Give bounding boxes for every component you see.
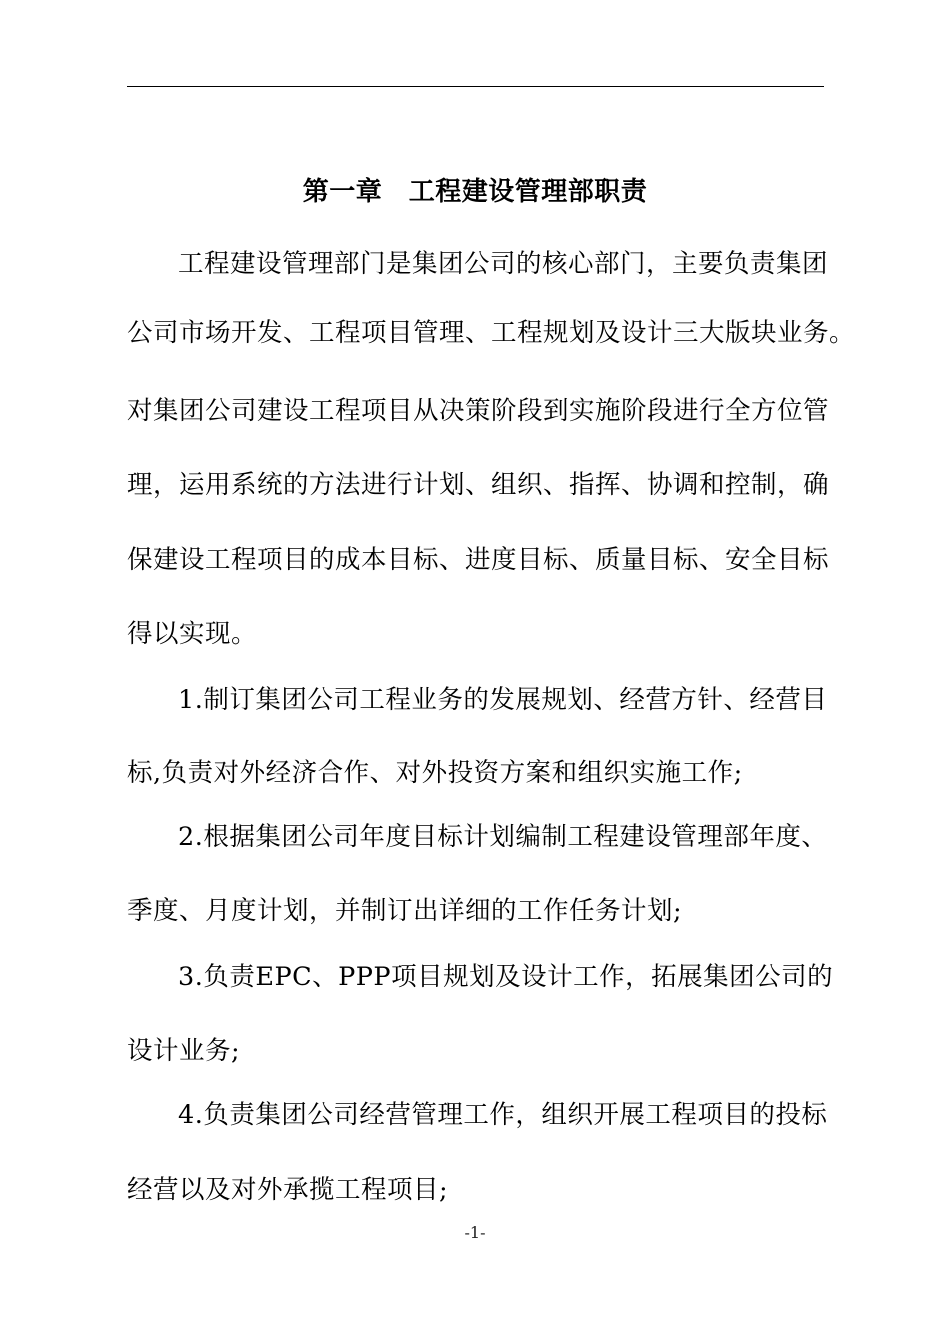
list-item-line: 3.负责EPC、PPP项目规划及设计工作，拓展集团公司的 bbox=[178, 962, 834, 992]
list-item-line: 2.根据集团公司年度目标计划编制工程建设管理部年度、 bbox=[178, 822, 828, 852]
body-line: 对集团公司建设工程项目从决策阶段到实施阶段进行全方位管 bbox=[127, 396, 830, 426]
list-item-line: 1.制订集团公司工程业务的发展规划、经营方针、经营目 bbox=[178, 685, 828, 715]
list-item-line: 季度、月度计划，并制订出详细的工作任务计划; bbox=[127, 896, 683, 926]
list-item-line: 设计业务; bbox=[127, 1036, 241, 1066]
body-line: 得以实现。 bbox=[127, 619, 258, 649]
header-rule bbox=[127, 86, 824, 87]
chapter-title: 第一章 工程建设管理部职责 bbox=[302, 177, 648, 207]
body-line: 保建设工程项目的成本目标、进度目标、质量目标、安全目标 bbox=[127, 545, 830, 575]
list-item-line: 标,负责对外经济合作、对外投资方案和组织实施工作; bbox=[127, 758, 743, 788]
body-line: 工程建设管理部门是集团公司的核心部门，主要负责集团 bbox=[178, 249, 829, 279]
list-item-line: 4.负责集团公司经营管理工作，组织开展工程项目的投标 bbox=[178, 1100, 828, 1130]
body-line: 理，运用系统的方法进行计划、组织、指挥、协调和控制，确 bbox=[127, 470, 830, 500]
list-item-line: 经营以及对外承揽工程项目; bbox=[127, 1175, 449, 1205]
body-line: 公司市场开发、工程项目管理、工程规划及设计三大版块业务。 bbox=[127, 318, 856, 348]
page-number: -1- bbox=[464, 1223, 486, 1242]
